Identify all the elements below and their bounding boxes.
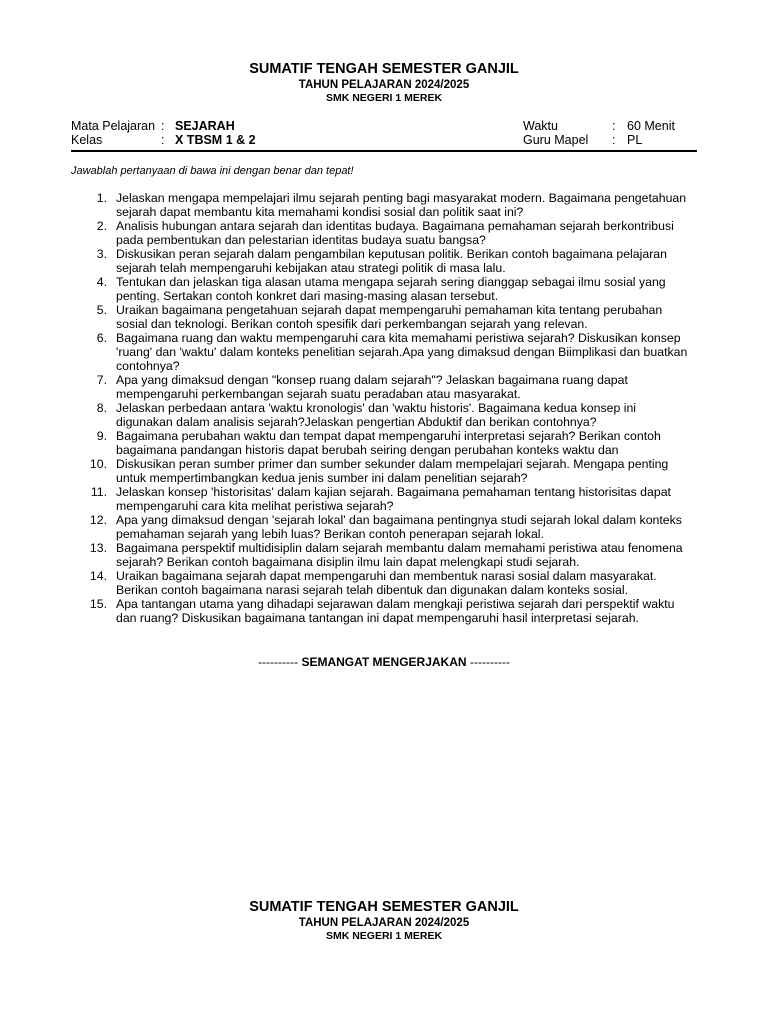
subject-label: Mata Pelajaran <box>71 119 156 133</box>
school-name: SMK NEGERI 1 MEREK <box>325 930 443 942</box>
question-line: Analisis hubungan antara sejarah dan identitas budaya. Bagaimana pemahaman sejarah berkontribusi <box>116 219 674 233</box>
question-line: sejarah? Berikan contoh bagaimana disiplin ilmu lain dapat melengkapi studi sejarah. <box>116 555 580 569</box>
question-line: Apa yang dimaksud dengan "konsep ruang dalam sejarah"? Jelaskan bagaimana ruang dapat <box>116 373 628 387</box>
time-label: Waktu <box>523 119 558 133</box>
teacher-label: Guru Mapel <box>523 133 589 147</box>
exam-title: SUMATIF TENGAH SEMESTER GANJIL <box>249 61 519 77</box>
question-line: bagaimana pandangan historis dapat berubah seiring dengan perubahan konteks waktu dan <box>116 443 619 457</box>
question-item <box>86 541 696 569</box>
question-item <box>86 513 696 541</box>
question-line: Jelaskan perbedaan antara 'waktu kronologis' dan 'waktu historis'. Bagaimana kedua konsep ini <box>116 401 637 415</box>
closing-message <box>0 655 768 669</box>
question-number: 14. <box>89 569 107 583</box>
time-value: 60 Menit <box>627 119 675 133</box>
question-number: 12. <box>89 513 107 527</box>
subject-colon: : <box>161 119 165 133</box>
question-line: sosial dan teknologi. Berikan contoh spesifik dari perkembangan sejarah yang relevan. <box>116 317 588 331</box>
question-line: Bagaimana ruang dan waktu mempengaruhi cara kita memahami peristiwa sejarah? Diskusikan konsep <box>116 331 681 345</box>
question-number: 5. <box>96 303 107 317</box>
question-number: 9. <box>96 429 107 443</box>
question-line: Bagaimana perspektif multidisiplin dalam sejarah membantu dalam memahami peristiwa atau fenomena <box>116 541 683 555</box>
question-line: sejarah telah mempengaruhi kebijakan atau strategi politik di masa lalu. <box>116 261 506 275</box>
question-line: Jelaskan konsep 'historisitas' dalam kajian sejarah. Bagaimana pemahaman tentang historisitas dapat <box>116 485 671 499</box>
question-line: 'ruang' dan 'waktu' dalam konteks penelitian sejarah.Apa yang dimaksud dengan Biimplikasi dan buatkan <box>116 345 688 359</box>
question-item <box>86 191 696 219</box>
question-number: 15. <box>89 597 107 611</box>
question-line: untuk mempertimbangkan kedua jenis sumber ini dalam penelitian sejarah? <box>116 471 528 485</box>
question-item <box>86 247 696 275</box>
question-number: 2. <box>96 219 107 233</box>
info-row-subject <box>71 119 697 133</box>
school-name: SMK NEGERI 1 MEREK <box>325 92 443 104</box>
question-item <box>86 429 696 457</box>
question-item <box>86 569 696 597</box>
info-row-class <box>71 133 697 147</box>
teacher-value: PL <box>627 133 643 147</box>
question-line: penting. Sertakan contoh konkret dari masing-masing alasan tersebut. <box>116 289 499 303</box>
question-item <box>86 303 696 331</box>
closing-text: SEMANGAT MENGERJAKAN <box>301 655 467 669</box>
question-line: Diskusikan peran sumber primer dan sumber sekunder dalam mempelajari sejarah. Mengapa penting <box>116 457 669 471</box>
question-line: Bagaimana perubahan waktu dan tempat dapat mempengaruhi interpretasi sejarah? Berikan contoh <box>116 429 661 443</box>
question-number: 3. <box>96 247 107 261</box>
subject-value: SEJARAH <box>175 119 235 133</box>
question-line: dan ruang? Diskusikan bagaimana tantangan ini dapat mempengaruhi hasil interpretasi sejarah. <box>116 611 639 625</box>
question-item <box>86 275 696 303</box>
question-line: Uraikan bagaimana pengetahuan sejarah dapat mempengaruhi pemahaman kita tentang perubahan <box>116 303 663 317</box>
exam-title: SUMATIF TENGAH SEMESTER GANJIL <box>249 899 519 915</box>
question-line: sejarah dapat membantu kita memahami kondisi sosial dan politik saat ini? <box>116 205 524 219</box>
exam-info-block <box>71 119 697 152</box>
question-line: digunakan dalam analisis sejarah?Jelaskan pengertian Abduktif dan berikan contohnya? <box>116 415 597 429</box>
question-item <box>86 331 696 373</box>
exam-header-repeat <box>0 899 768 943</box>
question-number: 11. <box>90 485 107 499</box>
question-number: 13. <box>89 541 107 555</box>
instruction-text: Jawablah pertanyaan di bawa ini dengan benar dan tepat! <box>71 165 354 177</box>
question-line: Diskusikan peran sejarah dalam pengambilan keputusan politik. Berikan contoh bagaimana pelajaran <box>116 247 667 261</box>
teacher-colon: : <box>612 133 616 147</box>
question-line: Uraikan bagaimana sejarah dapat mempengaruhi dan membentuk narasi sosial dalam masyarakat. <box>116 569 657 583</box>
dashes-left: ---------- <box>258 655 299 669</box>
question-item <box>86 485 696 513</box>
question-item <box>86 373 696 401</box>
question-line: Tentukan dan jelaskan tiga alasan utama mengapa sejarah sering dianggap sebagai ilmu sosial yang <box>116 275 666 289</box>
question-number: 1. <box>96 191 107 205</box>
question-item <box>86 219 696 247</box>
question-item <box>86 597 696 625</box>
time-colon: : <box>612 119 616 133</box>
question-line: mempengaruhi perkembangan sejarah suatu peradaban atau masyarakat. <box>116 387 521 401</box>
question-line: pada pembentukan dan pelestarian identitas budaya suatu bangsa? <box>116 233 486 247</box>
dashes-right: ---------- <box>469 655 510 669</box>
academic-year: TAHUN PELAJARAN 2024/2025 <box>298 79 470 91</box>
class-colon: : <box>161 133 165 147</box>
academic-year: TAHUN PELAJARAN 2024/2025 <box>298 917 470 929</box>
question-line: pemahaman sejarah yang lebih luas? Berikan contoh penerapan sejarah lokal. <box>116 527 544 541</box>
question-line: contohnya? <box>116 359 180 373</box>
question-item <box>86 401 696 429</box>
question-line: Berikan contoh bagaimana narasi sejarah telah dibentuk dan digunakan dalam konteks sosial. <box>116 583 629 597</box>
question-number: 7. <box>96 373 107 387</box>
question-list <box>86 191 696 625</box>
question-line: Apa tantangan utama yang dihadapi sejarawan dalam mengkaji peristiwa sejarah dari perspektif waktu <box>116 597 675 611</box>
question-item <box>86 457 696 485</box>
question-line: mempengaruhi cara kita melihat peristiwa sejarah? <box>116 499 394 513</box>
question-number: 6. <box>96 331 107 345</box>
class-label: Kelas <box>71 133 103 147</box>
class-value: X TBSM 1 & 2 <box>175 133 256 147</box>
question-line: Jelaskan mengapa mempelajari ilmu sejarah penting bagi masyarakat modern. Bagaimana pengetahuan <box>116 191 687 205</box>
question-line: Apa yang dimaksud dengan 'sejarah lokal' dan bagaimana pentingnya studi sejarah lokal dalam konteks <box>116 513 682 527</box>
exam-header <box>0 61 768 105</box>
question-number: 10. <box>89 457 107 471</box>
question-number: 4. <box>96 275 107 289</box>
question-number: 8. <box>96 401 107 415</box>
